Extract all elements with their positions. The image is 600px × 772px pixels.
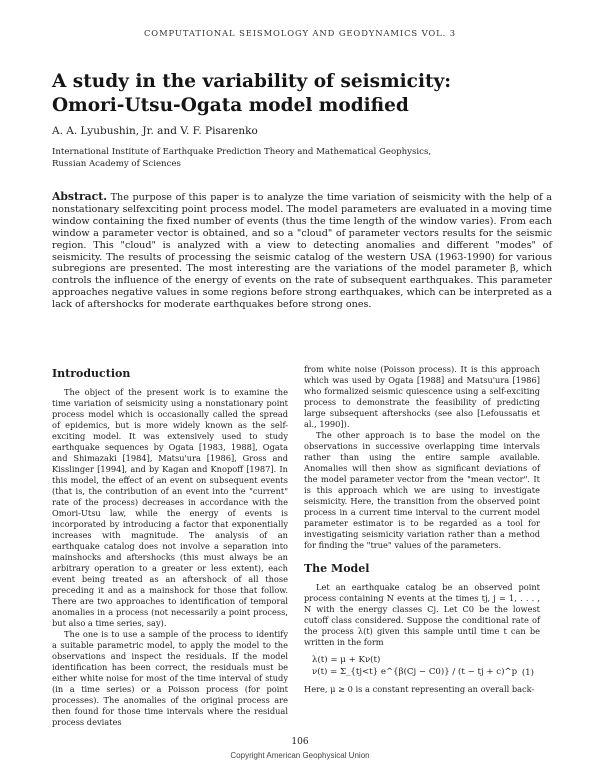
copyright-notice: Copyright American Geophysical Union <box>230 751 370 760</box>
equation-line-2: ν(t) = Σ_{tj<t} e^{β(Cj − C0)} / (t − tj + c)^p <box>312 667 518 677</box>
abstract <box>52 191 552 311</box>
intro-continuation: from white noise (Poisson process). It is this approach which was used by Ogata [1988] and Matsu'ura [1986] who formalized seismic quiescence using a self-exciting process to demonstrate the feasibility of predicting large subsequent aftershocks (see also [Lefoussatis et al., 1990]). <box>304 364 540 429</box>
model-final-line: Here, μ ≥ 0 is a constant representing an overall back- <box>304 684 535 694</box>
introduction-heading: Introduction <box>52 367 131 380</box>
authors: A. A. Lyubushin, Jr. and V. F. Pisarenko <box>52 125 258 137</box>
page-number: 106 <box>291 737 309 747</box>
left-column <box>52 368 288 728</box>
right-column <box>304 364 540 695</box>
paper-title <box>52 70 552 118</box>
intro-paragraph-1: The object of the present work is to examine the time variation of seismicity using a nonstationary point process model which is occasionally called the spread of epidemics, but is more widely known as the self-exciting model. It was extensively used to study earthquake sequences by Ogata [1983, 1988], Ogata and Shimazaki [1984], Matsu'ura [1986], Gross and Kisslinger [1994], and by Kagan and Knopoff [1987]. In this model, the effect of an event on subsequent events (that is, the contribution of an event into the "current" rate of the process) decreases in accordance with the Omori-Utsu law, while the energy of events is incorporated by introducing a factor that exponentially increases with magnitude. The analysis of an earthquake catalog does not involve a separation into mainshocks and aftershocks (this must always be an arbitrary operation to a greater or less extent), each event being treated as an aftershock of all those preceding it and as a mainshock for those that follow. There are two approaches to identification of temporal anomalies in a process (not necessarily a point process, but also a time series, say). <box>52 387 288 628</box>
equation-line-1: λ(t) = μ + Kν(t) <box>312 655 381 665</box>
second-approach-paragraph: The other approach is to base the model on the observations in successive overlapping time intervals rather than using the entire sample available. Anomalies will then show as significant deviations of the model parameter vector from the "mean vector". It is this approach which we are using to investigate seismicity. Here, the transition from the observed point process in a current time interval to the current model parameter estimator is to be regarded as a tool for investigating seismicity variation rather than a method for finding the "true" values of the parameters. <box>304 430 540 550</box>
title-line-1: A study in the variability of seismicity: <box>52 71 452 92</box>
affiliation-line-1: International Institute of Earthquake Prediction Theory and Mathematical Geophysics, <box>52 147 432 157</box>
affiliation <box>52 147 552 170</box>
abstract-text: The purpose of this paper is to analyze the time variation of seismicity with the help of a nonstationary selfexciting point process model. The model parameters are evaluated in a moving time window containing the fixed number of events (thus the time length of the window varies). From each window a parameter vector is obtained, and so a "cloud" of parameter vectors results for the seismic region. This "cloud" is analyzed with a view to detecting anomalies and different "modes" of seismicity. The results of processing the seismic catalog of the western USA (1963-1990) for various subregions are presented. The most interesting are the variations of the model parameter β, which controls the influence of the energy of events on the rate of subsequent earthquakes. This parameter approaches negative values in some regions before strong earthquakes, which can be interpreted as a lack of aftershocks for moderate earthquakes before strong ones. <box>52 192 552 311</box>
equation-1 <box>312 654 540 678</box>
running-head: COMPUTATIONAL SEISMOLOGY AND GEODYNAMICS VOL. 3 <box>144 28 456 38</box>
title-line-2: Omori-Utsu-Ogata model modified <box>52 95 409 116</box>
model-heading: The Model <box>304 562 370 575</box>
abstract-lead: Abstract. <box>52 190 107 203</box>
equation-number: (1) <box>521 668 534 678</box>
model-paragraph: Let an earthquake catalog be an observed point process containing N events at the times tj, j = 1, . . . , N with the energy classes Cj. Let C0 be the lowest cutoff class considered. Suppose the conditional rate of the process λ(t) given this sample until time t can be written in the form <box>304 582 540 647</box>
affiliation-line-2: Russian Academy of Sciences <box>52 158 181 169</box>
intro-paragraph-2: The one is to use a sample of the process to identify a suitable parametric model, to apply the model to the observations and inspect the residuals. If the model identification has been correct, the residuals must be either white noise for most of the time interval of study (in a time series) or a Poisson process (for point processes). The anomalies of the original process are then found for those time intervals where the residual process deviates <box>52 629 288 727</box>
